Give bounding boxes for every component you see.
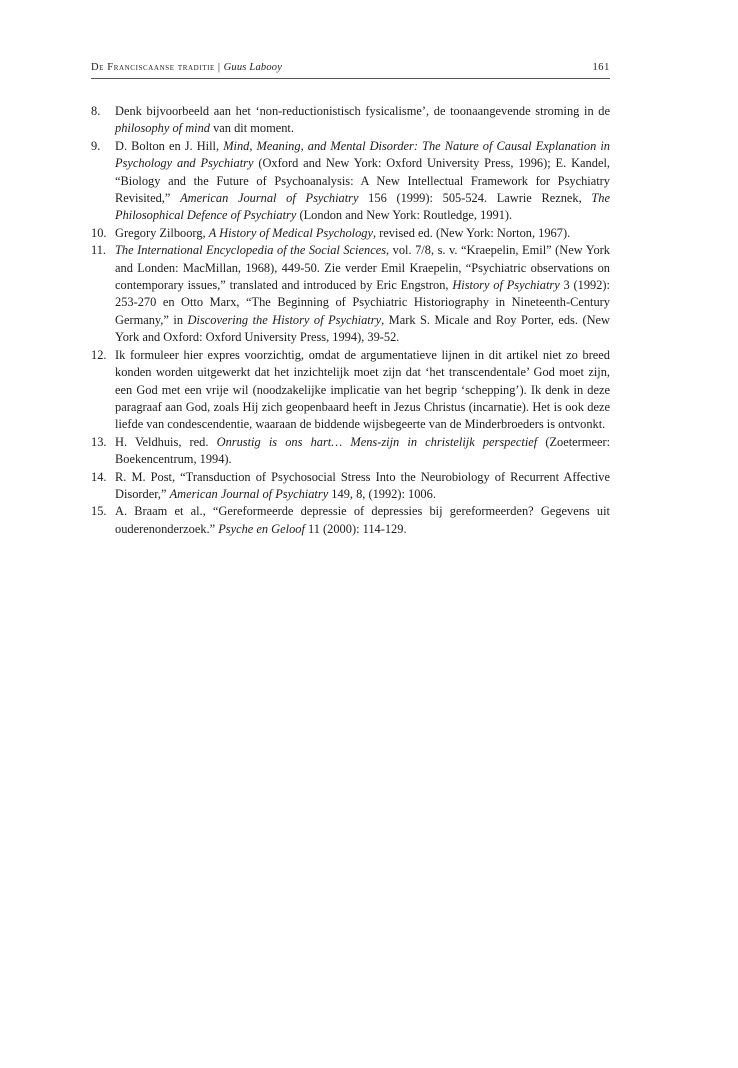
endnote (91, 434, 610, 469)
running-title: De Franciscaanse traditie (91, 62, 215, 73)
note-text-segment: 11 (2000): 114-129. (304, 521, 407, 536)
note-text-segment: , vol. 7/8, s. v. “Kraepelin, Emil” (New York and Londen: MacMillan, 1968), 449-50. Zie verder Emil Kraepelin, “Psychiatric observations on contemporary issues,” translated and introduced by Eric Engstron, (115, 243, 610, 293)
note-text-segment: , revised ed. (New York: Norton, 1967). (372, 225, 571, 240)
endnote-number: 15. (91, 504, 107, 519)
endnote-text (115, 225, 610, 242)
running-head-left (91, 62, 282, 73)
note-text-segment: 156 (1999): 505-524. Lawrie Reznek, (358, 191, 592, 206)
endnote-number: 14. (91, 469, 107, 484)
endnotes-list (91, 103, 610, 538)
note-text-segment: D. Bolton en J. Hill, (115, 138, 224, 153)
italic-title: American Journal of Psychiatry (169, 486, 329, 501)
endnote-number: 13. (91, 434, 107, 449)
italic-title: Onrustig is ons hart… Mens-zijn in christelijk perspectief (216, 434, 538, 449)
endnote-number: 12. (91, 347, 107, 362)
endnote (91, 103, 610, 138)
note-text-segment: 3 (1992): 253-270 en Otto Marx, “The Beginning of Psychiatric Historiography in Nineteenth-Century Germany,” in (115, 278, 610, 327)
running-author: Guus Labooy (223, 62, 283, 73)
italic-title: Discovering the History of Psychiatry (187, 312, 382, 327)
endnote-text (115, 103, 610, 138)
note-text-segment: Denk bijvoorbeeld aan het ‘non-reductionistisch fysicalisme’, de toonaangevende stroming in de (115, 104, 610, 118)
endnote-number: 10. (91, 225, 107, 240)
note-text-segment: A. Braam et al., “Gereformeerde depressie of depressies bij gereformeerden? Gegevens uit ouderenonderzoek.” (115, 504, 610, 536)
endnote (91, 347, 610, 434)
italic-title: Psyche en Geloof (218, 521, 305, 536)
note-text-segment: Gregory Zilboorg, (115, 225, 209, 240)
italic-title: History of Psychiatry (452, 278, 560, 293)
note-text-segment: R. M. Post, “Transduction of Psychosocial Stress Into the Neurobiology of Recurrent Affective Disorder,” (115, 469, 610, 501)
note-text-segment: , Mark S. Micale and Roy Porter, eds. (New York and Oxford: Oxford University Press, 1994), 39-52. (115, 312, 611, 345)
endnote-number: 9. (91, 138, 101, 153)
endnote (91, 225, 610, 242)
italic-title: Mind, Meaning, and Mental Disorder: The Nature of Causal Explanation in Psychology and Psychiatry (115, 138, 610, 171)
italic-title: American Journal of Psychiatry (180, 191, 359, 206)
note-text-segment: (London and New York: Routledge, 1991). (296, 208, 513, 223)
endnote (91, 469, 610, 504)
header-rule (91, 78, 610, 79)
italic-title: The International Encyclopedia of the Social Sciences (115, 243, 387, 258)
endnote-text (115, 503, 610, 538)
endnote-text (115, 434, 610, 469)
italic-title: A History of Medical Psychology (208, 225, 373, 240)
endnote (91, 138, 610, 225)
endnote-number: 8. (91, 104, 101, 118)
italic-title: The Philosophical Defence of Psychiatry (115, 191, 610, 223)
endnote-text (115, 138, 610, 225)
endnote (91, 242, 610, 346)
note-text-segment: (Zoetermeer: Boekencentrum, 1994). (115, 434, 611, 467)
endnote-text (115, 469, 610, 504)
italic-title: philosophy of mind (115, 121, 210, 136)
note-text-segment: 149, 8, (1992): 1006. (328, 486, 436, 501)
running-header (91, 62, 610, 73)
endnote (91, 503, 610, 538)
endnote-number: 11. (91, 243, 107, 258)
page-number: 161 (592, 62, 610, 73)
endnote-text (115, 347, 610, 434)
note-text-segment: van dit moment. (210, 121, 294, 136)
note-text-segment: Ik formuleer hier expres voorzichtig, omdat de argumentatieve lijnen in dit artikel niet zo breed konden worden uitgewerkt dat het inzichtelijk moet zijn dat ‘het transcendentale’ God moet zijn, een God met een vrije wil (noodzakelijke implicatie van het begrip ‘schepping’). Ik denk in deze paragraaf aan God, zoals Hij zich geopenbaard heeft in Jezus Christus (incarnatie). Het is ook deze liefde van condescendentie, waaraan de biddende wijsbegeerte van de Minderbroeders is ontvonkt. (115, 347, 610, 432)
note-text-segment: (Oxford and New York: Oxford University Press, 1996); E. Kandel, “Biology and the Future of Psychoanalysis: A New Intellectual Framework for Psychiatry Revisited,” (115, 156, 610, 206)
header-separator: | (217, 62, 221, 73)
note-text-segment: H. Veldhuis, red. (115, 434, 217, 449)
endnote-text (115, 242, 610, 346)
